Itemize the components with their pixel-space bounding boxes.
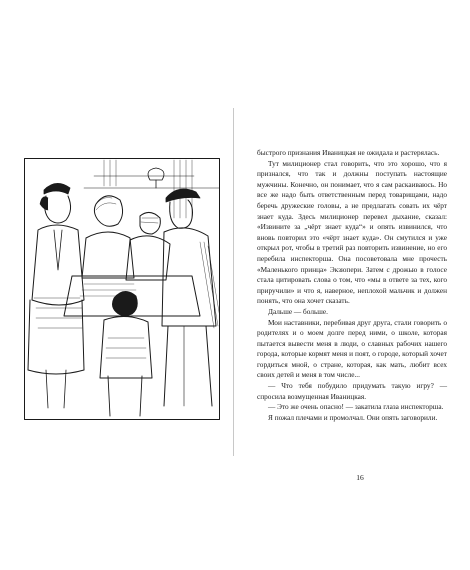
paragraph: Дальше — больше. — [268, 306, 328, 316]
right-page — [235, 0, 470, 570]
paragraph: — Это же очень опасно! — закатила глаза инспекторша. — [268, 402, 444, 412]
page-gutter — [233, 108, 234, 456]
paragraph: Мои наставники, перебивая друг друга, стали говорить о родителях и о моем долге перед ними, о школе, которая пытается вывести меня в люди, о славных рабочих нашего города, которые кормят меня и поят, о городе, который хочет гордиться мной, о стране, которая, как мать, любит всех своих детей и меня в том числе... — [257, 317, 447, 380]
paragraph: — Что тебя побудило придумать такую игру? — спросила возмущенная Иваницкая. — [257, 381, 447, 401]
page-text — [257, 148, 447, 423]
paragraph: Я пожал плечами и промолчал. Они опять заговорили. — [268, 412, 438, 422]
left-page — [0, 0, 234, 570]
paragraph: Тут милиционер стал говорить, что это хорошо, что я признался, что так и должны поступать настоящие мужчины. Конечно, он понимает, что я сам раскаиваюсь. Но все же надо быть ответственным перед товарищами, надо беречь дружеские головы, а не предлагать совать их чёрт знает куда. Здесь милиционер перевел дыхание, сказал: «Извините за „чёрт знает куда“» и опять извинился, что вновь повторил это «чёрт знает куда». Он смутился и уже открыл рот, чтобы в третий раз повторить извинение, но его перебила инспекторша. Она посоветовала мне прочесть «Маленького принца» Экзюпери. Затем с дрожью в голосе стала цитировать слова о том, что «мы в ответе за тех, кого приручили» и что я, наверное, неплохой мальчик и должен понять, что она хочет сказать. — [257, 158, 447, 306]
page-number: 16 — [356, 473, 364, 482]
paragraph: быстрого признания Иваницкая не ожидала и растерялась. — [257, 148, 440, 157]
illustration — [24, 158, 220, 420]
